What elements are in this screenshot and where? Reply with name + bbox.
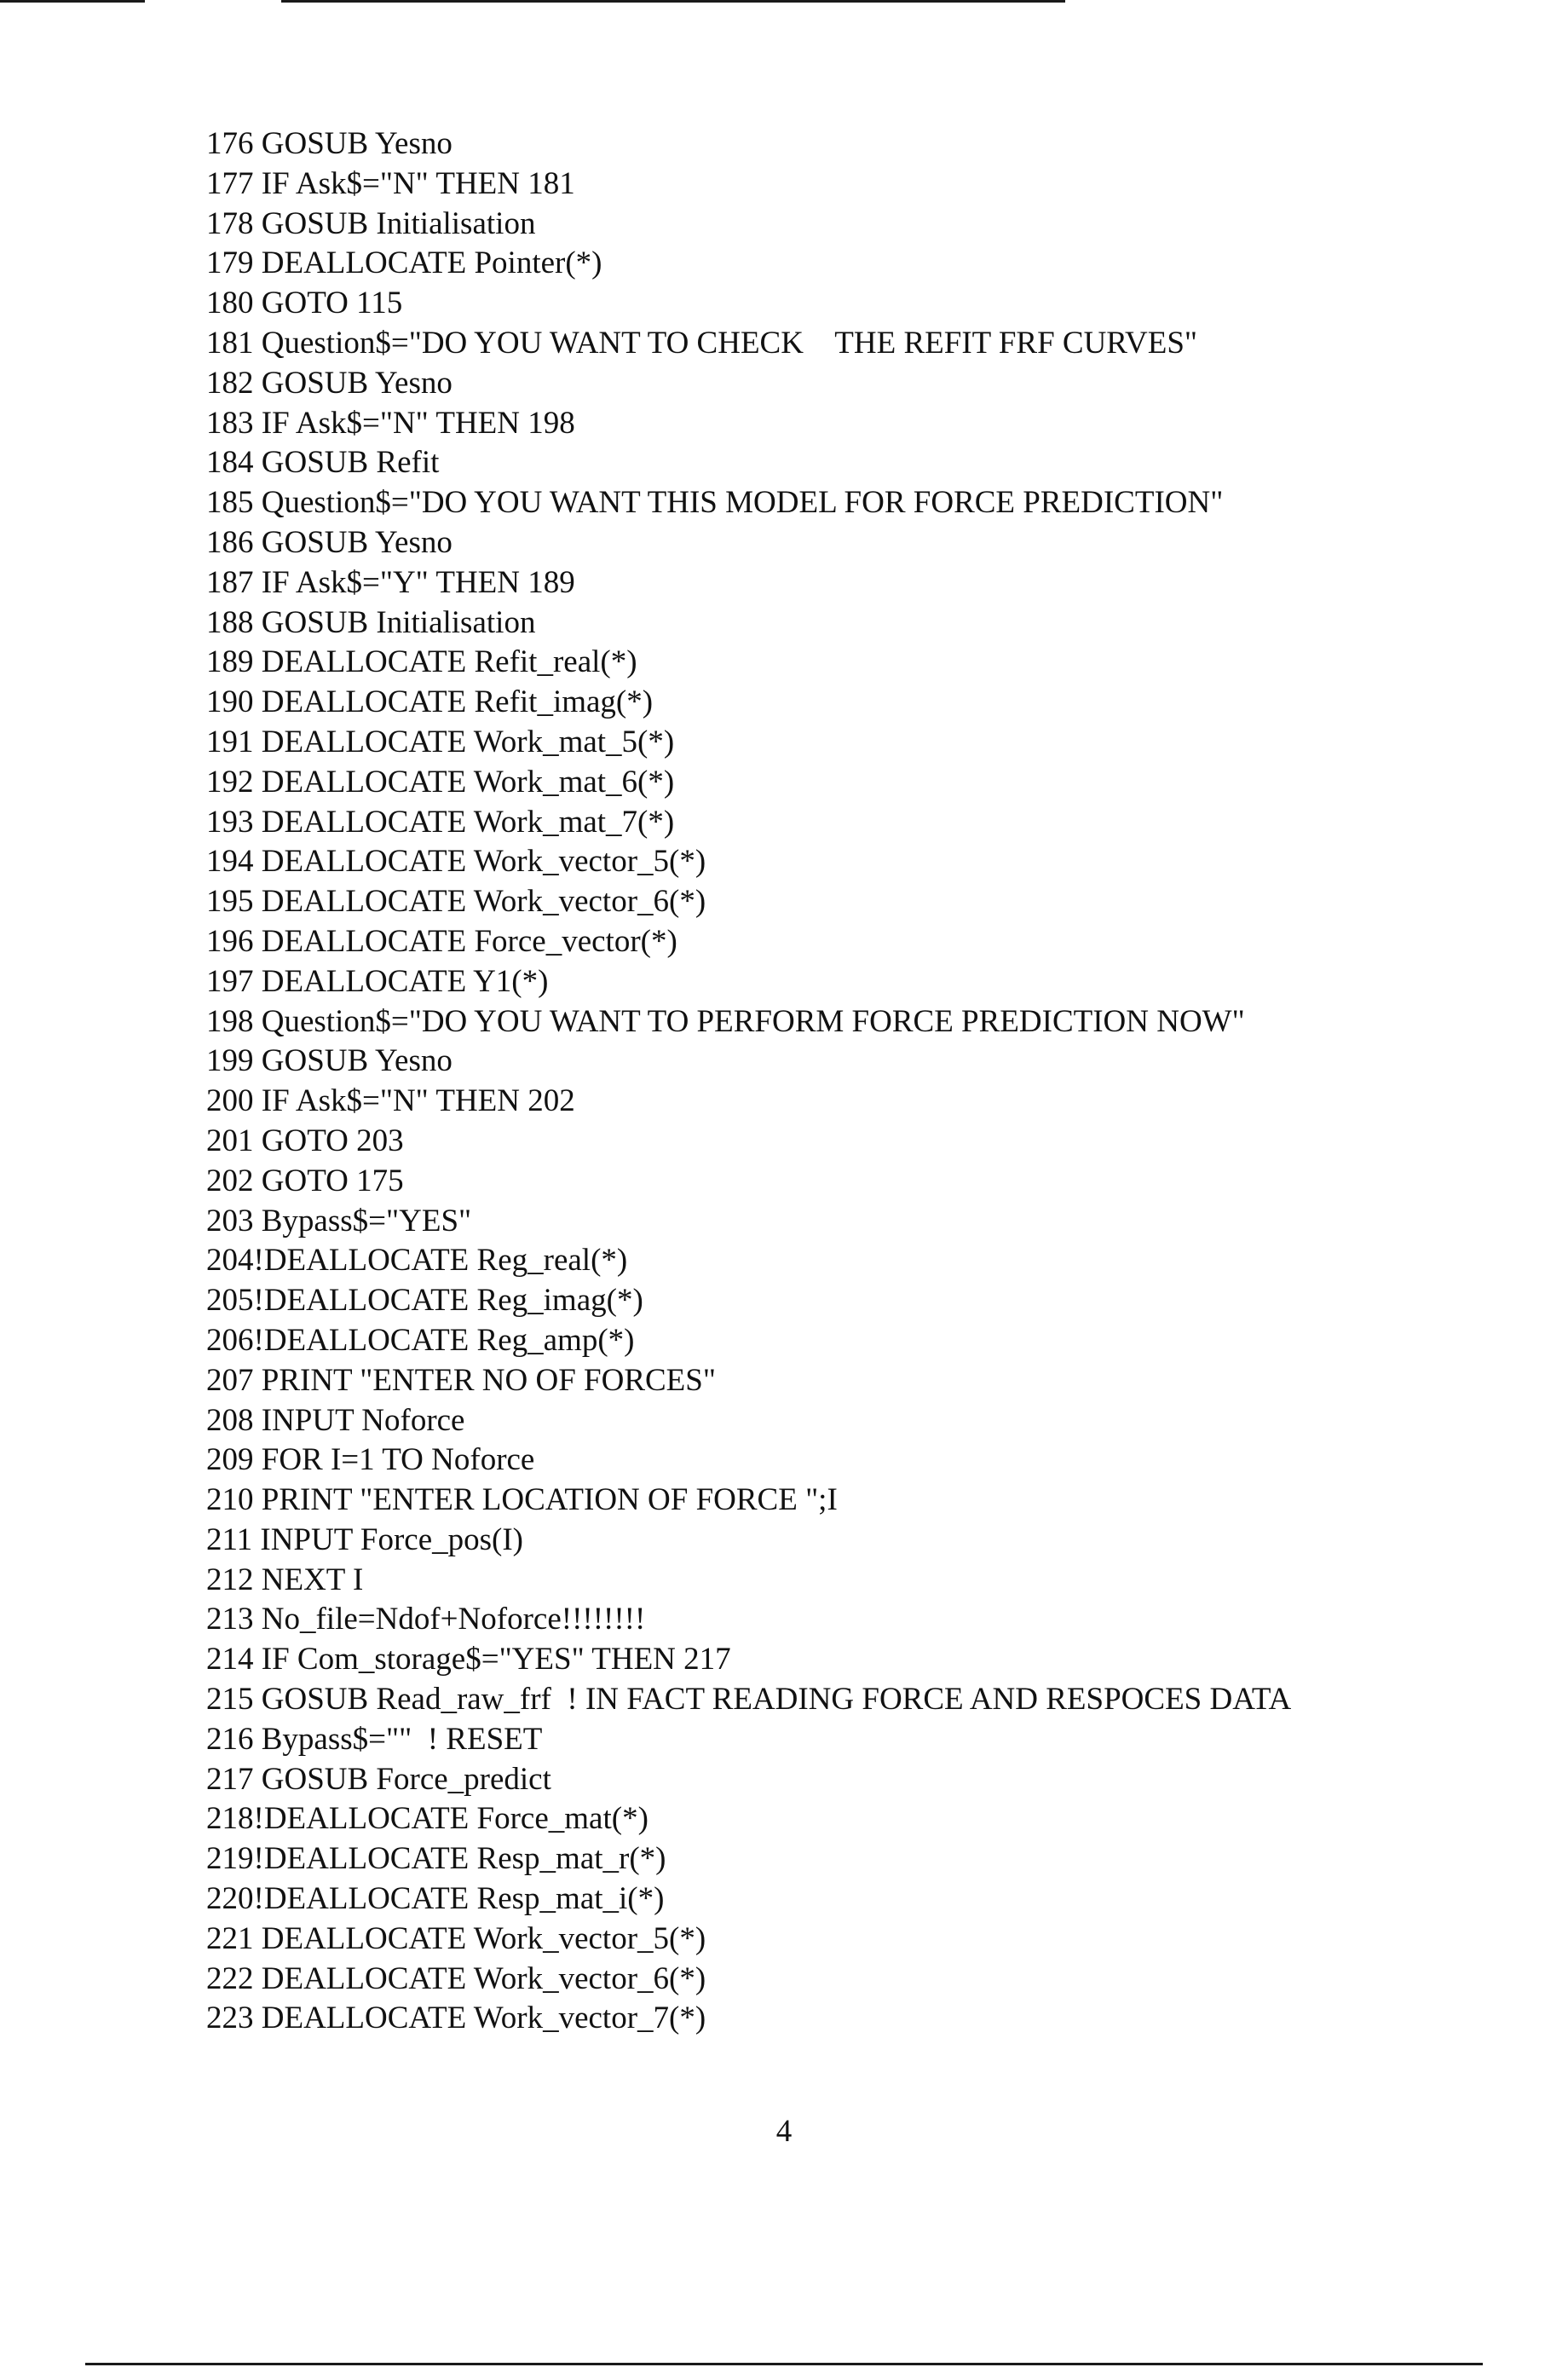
scan-edge-line-top-left [0, 0, 145, 3]
code-line: 182 GOSUB Yesno [206, 365, 453, 401]
page-number: 4 [775, 2114, 793, 2149]
code-line: 193 DEALLOCATE Work_mat_7(*) [206, 804, 675, 840]
code-line: 184 GOSUB Refit [206, 445, 440, 481]
code-line: 192 DEALLOCATE Work_mat_6(*) [206, 764, 675, 800]
scan-edge-line-top [281, 0, 1065, 3]
code-line: 180 GOTO 115 [206, 286, 403, 321]
code-line: 203 Bypass$="YES" [206, 1203, 472, 1238]
code-line: 194 DEALLOCATE Work_vector_5(*) [206, 844, 706, 880]
code-line: 214 IF Com_storage$="YES" THEN 217 [206, 1642, 731, 1677]
code-line: 206!DEALLOCATE Reg_amp(*) [206, 1322, 635, 1358]
code-line: 204!DEALLOCATE Reg_real(*) [206, 1243, 628, 1279]
code-line: 216 Bypass$="" ! RESET [206, 1721, 543, 1757]
code-line: 200 IF Ask$="N" THEN 202 [206, 1083, 575, 1119]
code-line: 218!DEALLOCATE Force_mat(*) [206, 1801, 649, 1837]
code-line: 211 INPUT Force_pos(I) [206, 1521, 524, 1557]
code-line: 207 PRINT "ENTER NO OF FORCES" [206, 1362, 716, 1398]
code-line: 213 No_file=Ndof+Noforce!!!!!!!! [206, 1602, 646, 1637]
code-line: 191 DEALLOCATE Work_mat_5(*) [206, 724, 675, 759]
code-line: 212 NEXT I [206, 1562, 364, 1597]
code-line: 181 Question$="DO YOU WANT TO CHECK THE REFIT FRF CURVES" [206, 325, 1198, 361]
code-line: 215 GOSUB Read_raw_frf ! IN FACT READING FORCE AND RESPOCES DATA [206, 1682, 1292, 1718]
code-line: 201 GOTO 203 [206, 1123, 404, 1158]
code-line: 185 Question$="DO YOU WANT THIS MODEL FOR FORCE PREDICTION" [206, 485, 1224, 521]
code-line: 209 FOR I=1 TO Noforce [206, 1442, 535, 1478]
code-line: 176 GOSUB Yesno [206, 126, 453, 161]
code-line: 210 PRINT "ENTER LOCATION OF FORCE ";I [206, 1482, 838, 1518]
code-line: 195 DEALLOCATE Work_vector_6(*) [206, 884, 706, 920]
code-line: 178 GOSUB Initialisation [206, 205, 536, 241]
code-line: 199 GOSUB Yesno [206, 1043, 453, 1079]
code-line: 222 DEALLOCATE Work_vector_6(*) [206, 1960, 706, 1996]
code-line: 223 DEALLOCATE Work_vector_7(*) [206, 2001, 706, 2036]
code-line: 196 DEALLOCATE Force_vector(*) [206, 923, 677, 959]
code-line: 190 DEALLOCATE Refit_imag(*) [206, 684, 654, 720]
code-line: 177 IF Ask$="N" THEN 181 [206, 165, 575, 201]
code-line: 221 DEALLOCATE Work_vector_5(*) [206, 1920, 706, 1956]
code-line: 189 DEALLOCATE Refit_real(*) [206, 644, 637, 680]
code-line: 219!DEALLOCATE Resp_mat_r(*) [206, 1841, 666, 1877]
code-line: 220!DEALLOCATE Resp_mat_i(*) [206, 1881, 665, 1917]
code-line: 217 GOSUB Force_predict [206, 1761, 551, 1797]
code-line: 188 GOSUB Initialisation [206, 604, 536, 640]
code-line: 208 INPUT Noforce [206, 1402, 465, 1438]
code-line: 183 IF Ask$="N" THEN 198 [206, 405, 575, 441]
code-line: 205!DEALLOCATE Reg_imag(*) [206, 1283, 643, 1319]
code-listing [206, 124, 1291, 2039]
code-line: 202 GOTO 175 [206, 1163, 404, 1198]
scan-edge-line-bottom [85, 2363, 1483, 2365]
code-line: 197 DEALLOCATE Y1(*) [206, 963, 549, 999]
code-line: 187 IF Ask$="Y" THEN 189 [206, 564, 575, 600]
code-line: 179 DEALLOCATE Pointer(*) [206, 245, 602, 281]
code-line: 186 GOSUB Yesno [206, 524, 453, 560]
code-line: 198 Question$="DO YOU WANT TO PERFORM FORCE PREDICTION NOW" [206, 1003, 1245, 1039]
